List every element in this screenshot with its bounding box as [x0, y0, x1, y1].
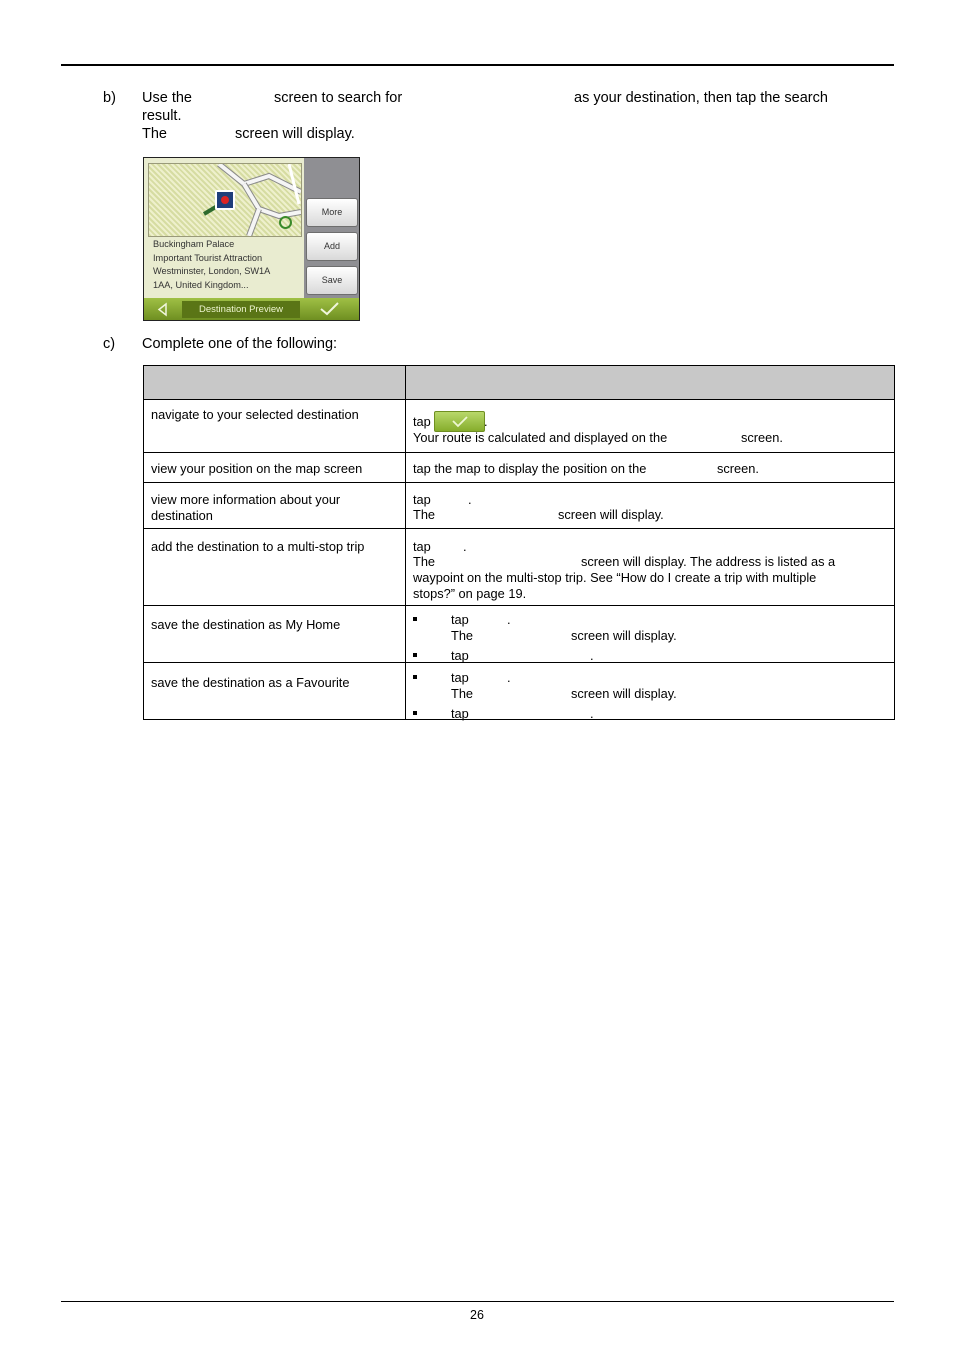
- destination-marker-icon: [215, 190, 235, 210]
- cell-text: screen.: [717, 461, 759, 476]
- info-line: 1AA, United Kingdom...: [153, 279, 249, 290]
- destination-info: [153, 238, 270, 292]
- save-button[interactable]: Save: [306, 266, 358, 295]
- cell-text: screen.: [741, 430, 783, 445]
- map-preview[interactable]: [148, 163, 302, 237]
- cell-text: destination: [151, 508, 213, 523]
- bullet-icon: [413, 653, 417, 657]
- left-cell: [144, 663, 406, 720]
- cell-text: Your route is calculated and displayed on the: [413, 430, 668, 445]
- cell-text: waypoint on the multi-stop trip. See “How do I create a trip with multiple: [413, 570, 817, 585]
- step-b-text: screen will display.: [235, 126, 355, 142]
- info-line: Westminster, London, SW1A: [153, 266, 271, 276]
- cell-text: tap: [451, 670, 469, 685]
- step-b-text: as your destination, then tap the search: [574, 90, 828, 106]
- cell-text: .: [590, 706, 594, 721]
- table-row: [144, 606, 895, 663]
- cell-text: .: [484, 414, 488, 429]
- info-line: Buckingham Palace: [153, 239, 235, 249]
- step-c-label: c): [103, 336, 116, 352]
- cell-text: .: [507, 670, 511, 685]
- cell-text: The: [451, 686, 474, 701]
- back-arrow-icon[interactable]: [152, 301, 174, 318]
- cell-text: tap: [413, 492, 431, 507]
- more-button[interactable]: More: [306, 198, 358, 227]
- cell-text: save the destination as My Home: [151, 617, 341, 632]
- cell-text: .: [507, 612, 511, 627]
- title-bar-label: Destination Preview: [182, 301, 300, 318]
- checkmark-button-icon[interactable]: [434, 411, 485, 432]
- bullet-icon: [413, 675, 417, 679]
- cell-text: screen will display.: [571, 628, 677, 643]
- cell-text: tap: [451, 706, 469, 721]
- info-line: Important Tourist Attraction: [153, 252, 263, 263]
- step-b-text: screen to search for: [274, 90, 403, 106]
- bullet-icon: [413, 711, 417, 715]
- cell-text: add the destination to a multi-stop trip: [151, 539, 365, 554]
- step-b-text: result.: [142, 108, 182, 124]
- bullet-icon: [413, 617, 417, 621]
- table-row: [144, 663, 895, 720]
- cell-text: tap: [413, 539, 431, 554]
- table-header-row: [144, 366, 895, 400]
- footer-rule: [61, 1301, 894, 1302]
- step-c-text: Complete one of the following:: [142, 336, 338, 352]
- cell-text: stops?” on page 19.: [413, 586, 527, 601]
- zoom-icon[interactable]: [279, 216, 292, 229]
- header-cell: [406, 366, 895, 400]
- cell-text: screen will display.: [571, 686, 677, 701]
- cell-text: view more information about your: [151, 492, 341, 507]
- header-cell: [144, 366, 406, 400]
- cell-text: save the destination as a Favourite: [151, 675, 350, 690]
- cell-text: .: [590, 648, 594, 663]
- step-b-label: b): [103, 90, 116, 106]
- cell-text: tap: [451, 648, 469, 663]
- cell-text: The: [413, 554, 436, 569]
- cell-text: tap: [413, 414, 431, 429]
- page-number: 26: [470, 1308, 484, 1322]
- cell-text: The: [451, 628, 474, 643]
- cell-text: screen will display. The address is listed as a: [581, 554, 836, 569]
- cell-text: view your position on the map screen: [151, 461, 363, 476]
- cell-text: .: [468, 492, 472, 507]
- destination-preview-screenshot: [143, 157, 360, 321]
- cell-text: screen will display.: [558, 507, 664, 522]
- cell-text: tap the map to display the position on the: [413, 461, 647, 476]
- cell-text: tap: [451, 612, 469, 627]
- add-button[interactable]: Add: [306, 232, 358, 261]
- left-cell: [144, 606, 406, 663]
- step-b-text: The: [142, 126, 167, 142]
- header-rule: [61, 64, 894, 66]
- checkmark-icon[interactable]: [316, 300, 342, 318]
- cell-text: The: [413, 507, 436, 522]
- cell-text: navigate to your selected destination: [151, 407, 359, 422]
- cell-text: .: [463, 539, 467, 554]
- step-b-text: Use the: [142, 90, 192, 106]
